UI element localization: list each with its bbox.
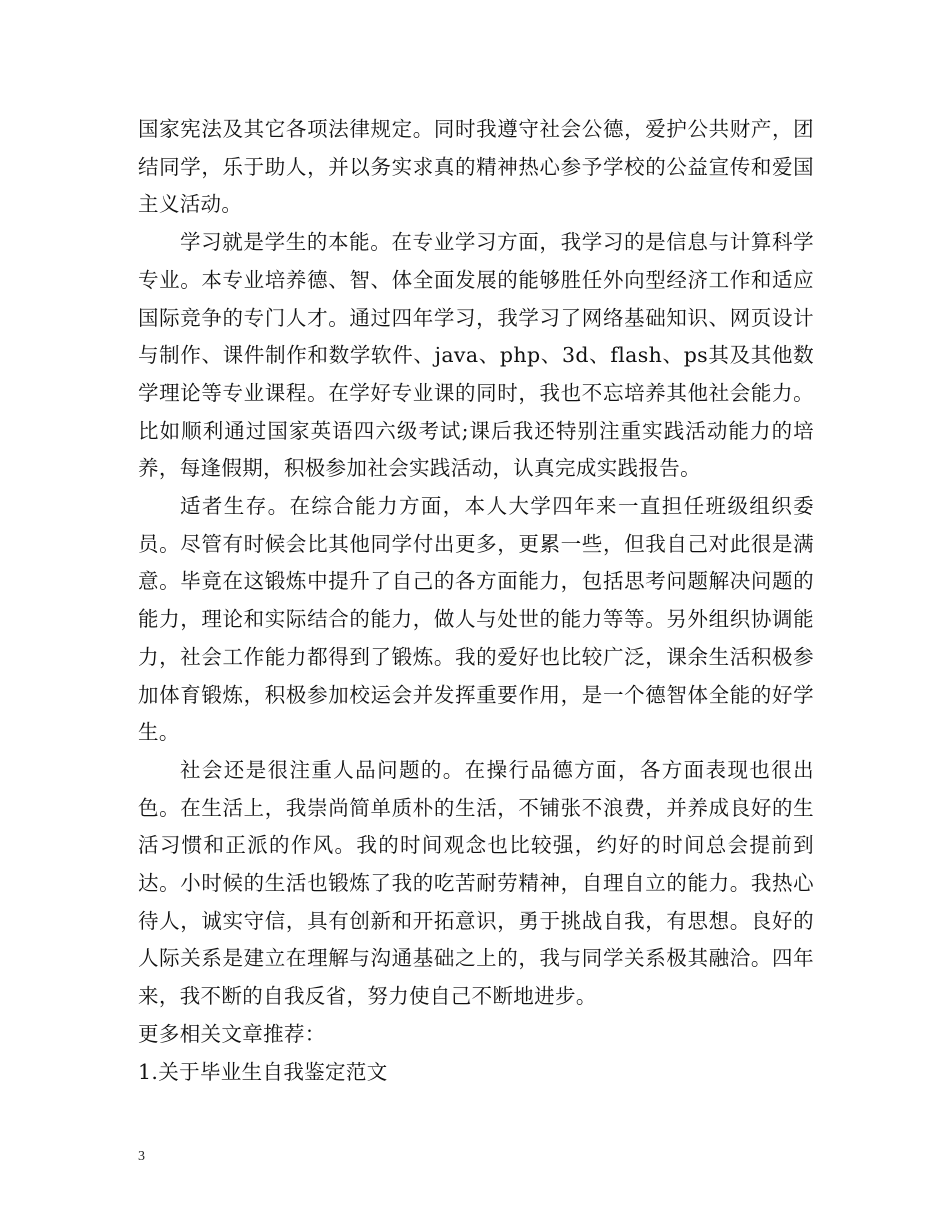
paragraph-intro-continued: 国家宪法及其它各项法律规定。同时我遵守社会公德，爱护公共财产，团结同学，乐于助人，并以务实求真的精神热心参予学校的公益宣传和爱国主义活动。 <box>138 117 814 217</box>
page-number: 3 <box>138 1149 145 1164</box>
paragraph-study: 学习就是学生的本能。在专业学习方面，我学习的是信息与计算科学专业。本专业培养德、智、体全面发展的能够胜任外向型经济工作和适应国际竞争的专门人才。通过四年学习，我学习了网络基础知识、网页设计与制作、课件制作和数学软件、java、php、3d、flash、ps其及其他数学理论等专业课程。在学好专业课的同时，我也不忘培养其他社会能力。比如顺利通过国家英语四六级考试;课后我还特别注重实践活动能力的培养，每逢假期，积极参加社会实践活动，认真完成实践报告。 <box>138 230 814 481</box>
paragraph-character: 社会还是很注重人品问题的。在操行品德方面，各方面表现也很出色。在生活上，我崇尚简单质朴的生活，不铺张不浪费，并养成良好的生活习惯和正派的作风。我的时间观念也比较强，约好的时间总会提前到达。小时候的生活也锻炼了我的吃苦耐劳精神，自理自立的能力。我热心待人，诚实守信，具有创新和开拓意识，勇于挑战自我，有思想。良好的人际关系是建立在理解与沟通基础之上的，我与同学关系极其融洽。四年来，我不断的自我反省，努力使自己不断地进步。 <box>138 757 814 1009</box>
document-body <box>138 111 814 1091</box>
paragraph-ability: 适者生存。在综合能力方面，本人大学四年来一直担任班级组织委员。尽管有时候会比其他同学付出更多，更累一些，但我自己对此很是满意。毕竟在这锻炼中提升了自己的各方面能力，包括思考问题解决问题的能力，理论和实际结合的能力，做人与处世的能力等等。另外组织协调能力，社会工作能力都得到了锻炼。我的爱好也比较广泛，课余生活积极参加体育锻炼，积极参加校运会并发挥重要作用，是一个德智体全能的好学生。 <box>138 494 814 745</box>
related-articles-heading: 更多相关文章推荐： <box>138 1021 326 1046</box>
related-article-link[interactable]: 1.关于毕业生自我鉴定范文 <box>138 1059 388 1084</box>
